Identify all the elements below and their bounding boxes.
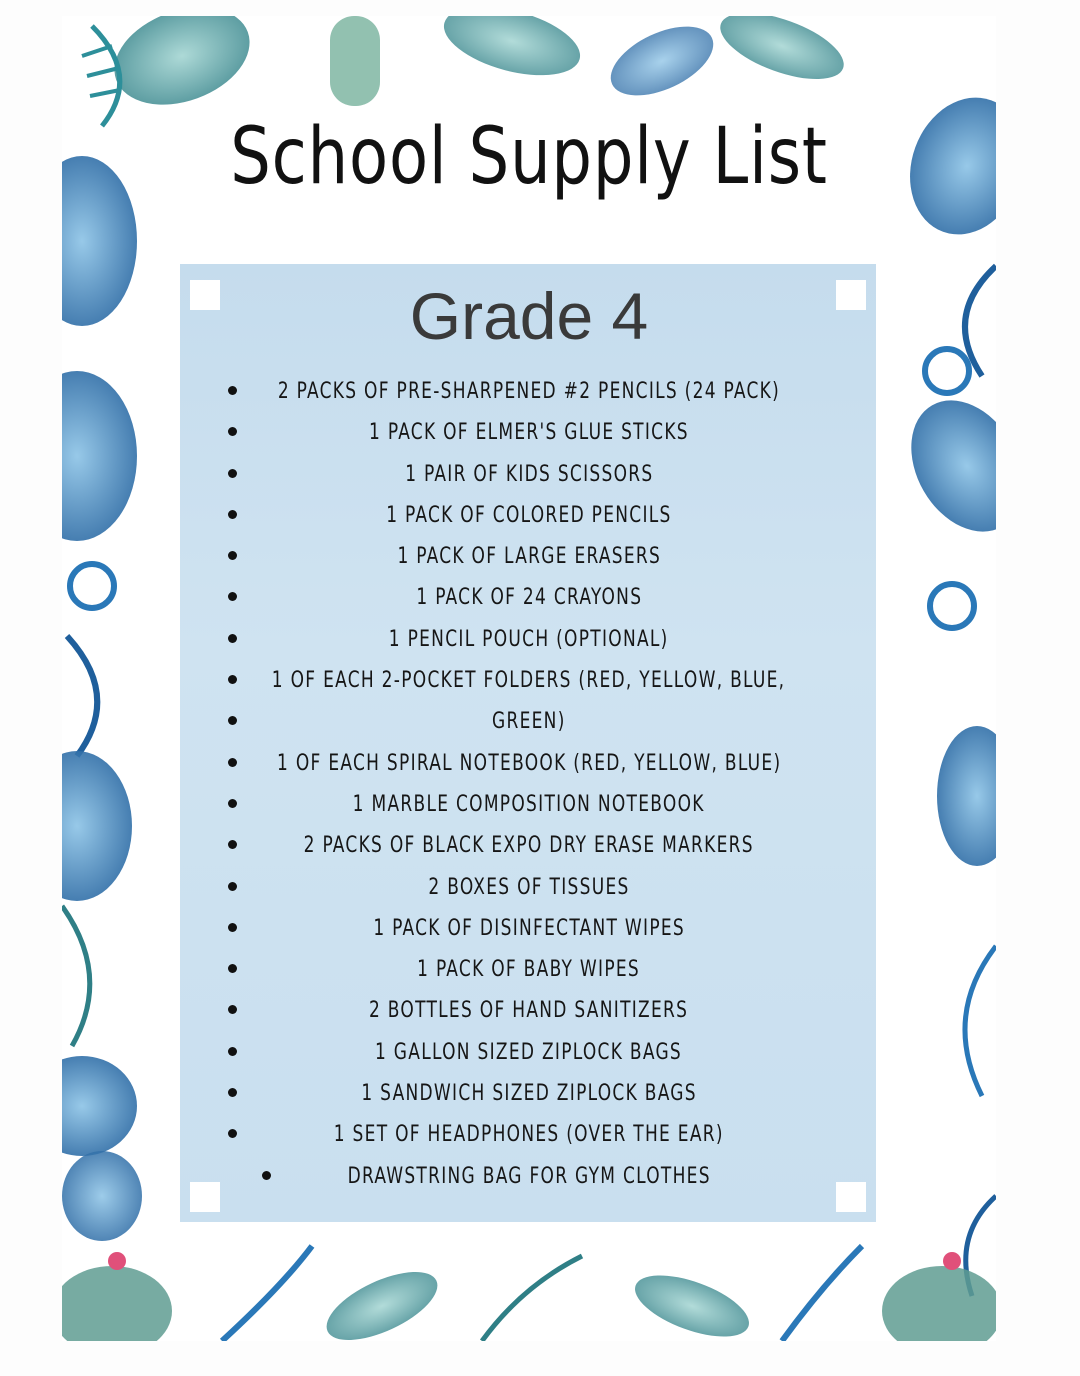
bullet-icon [228,1129,237,1138]
flower-icon [108,1252,126,1270]
list-item: 1 SANDWICH SIZED ZIPLOCK BAGS [62,1073,996,1114]
leaf-icon [712,16,852,93]
list-item: 2 PACKS OF BLACK EXPO DRY ERASE MARKERS [62,825,996,866]
bullet-icon [228,840,237,849]
flyer-sheet [62,16,996,1341]
list-item: 1 PACK OF ELMER'S GLUE STICKS [62,412,996,453]
list-item: 1 PACK OF DISINFECTANT WIPES [62,908,996,949]
supply-list [62,371,996,1197]
bullet-icon [228,386,237,395]
bullet-icon [228,799,237,808]
bullet-icon [228,1088,237,1097]
leaf-icon [627,1263,756,1341]
bullet-icon [262,1171,271,1180]
list-item: 2 PACKS OF PRE-SHARPENED #2 PENCILS (24 PACK) [62,371,996,412]
leaf-icon [317,1258,447,1341]
cactus-icon [330,16,380,106]
list-item: DRAWSTRING BAG FOR GYM CLOTHES [62,1156,996,1197]
bullet-icon [228,1005,237,1014]
bullet-icon [228,1047,237,1056]
bullet-icon [228,716,237,725]
list-item: 1 MARBLE COMPOSITION NOTEBOOK [62,784,996,825]
leaf-icon [101,16,263,122]
list-item: 1 PACK OF COLORED PENCILS [62,495,996,536]
bullet-icon [228,634,237,643]
grade-heading: Grade 4 [409,279,649,353]
bullet-icon [228,882,237,891]
flower-icon [943,1252,961,1270]
bullet-icon [228,964,237,973]
list-item: 2 BOXES OF TISSUES [62,867,996,908]
list-item: 1 PACK OF BABY WIPES [62,949,996,990]
list-item: 1 PENCIL POUCH (OPTIONAL) [62,619,996,660]
leaf-icon [600,16,723,110]
page-title: School Supply List [230,112,828,202]
list-item: 1 GALLON SIZED ZIPLOCK BAGS [62,1032,996,1073]
bullet-icon [228,427,237,436]
list-item: 1 PACK OF 24 CRAYONS [62,577,996,618]
bullet-icon [228,551,237,560]
bullet-icon [228,469,237,478]
list-item: 1 PAIR OF KIDS SCISSORS [62,454,996,495]
bullet-icon [228,758,237,767]
list-item: GREEN) [62,701,996,742]
bullet-icon [228,510,237,519]
list-item: 2 BOTTLES OF HAND SANITIZERS [62,990,996,1031]
list-item: 1 PACK OF LARGE ERASERS [62,536,996,577]
cactus-icon [62,1266,172,1341]
bullet-icon [228,923,237,932]
cactus-icon [882,1266,996,1341]
list-item: 1 SET OF HEADPHONES (OVER THE EAR) [62,1114,996,1155]
leaf-icon [437,16,588,88]
list-item: 1 OF EACH SPIRAL NOTEBOOK (RED, YELLOW, BLUE) [62,743,996,784]
list-item: 1 OF EACH 2-POCKET FOLDERS (RED, YELLOW, BLUE, [62,660,996,701]
bullet-icon [228,592,237,601]
bullet-icon [228,675,237,684]
